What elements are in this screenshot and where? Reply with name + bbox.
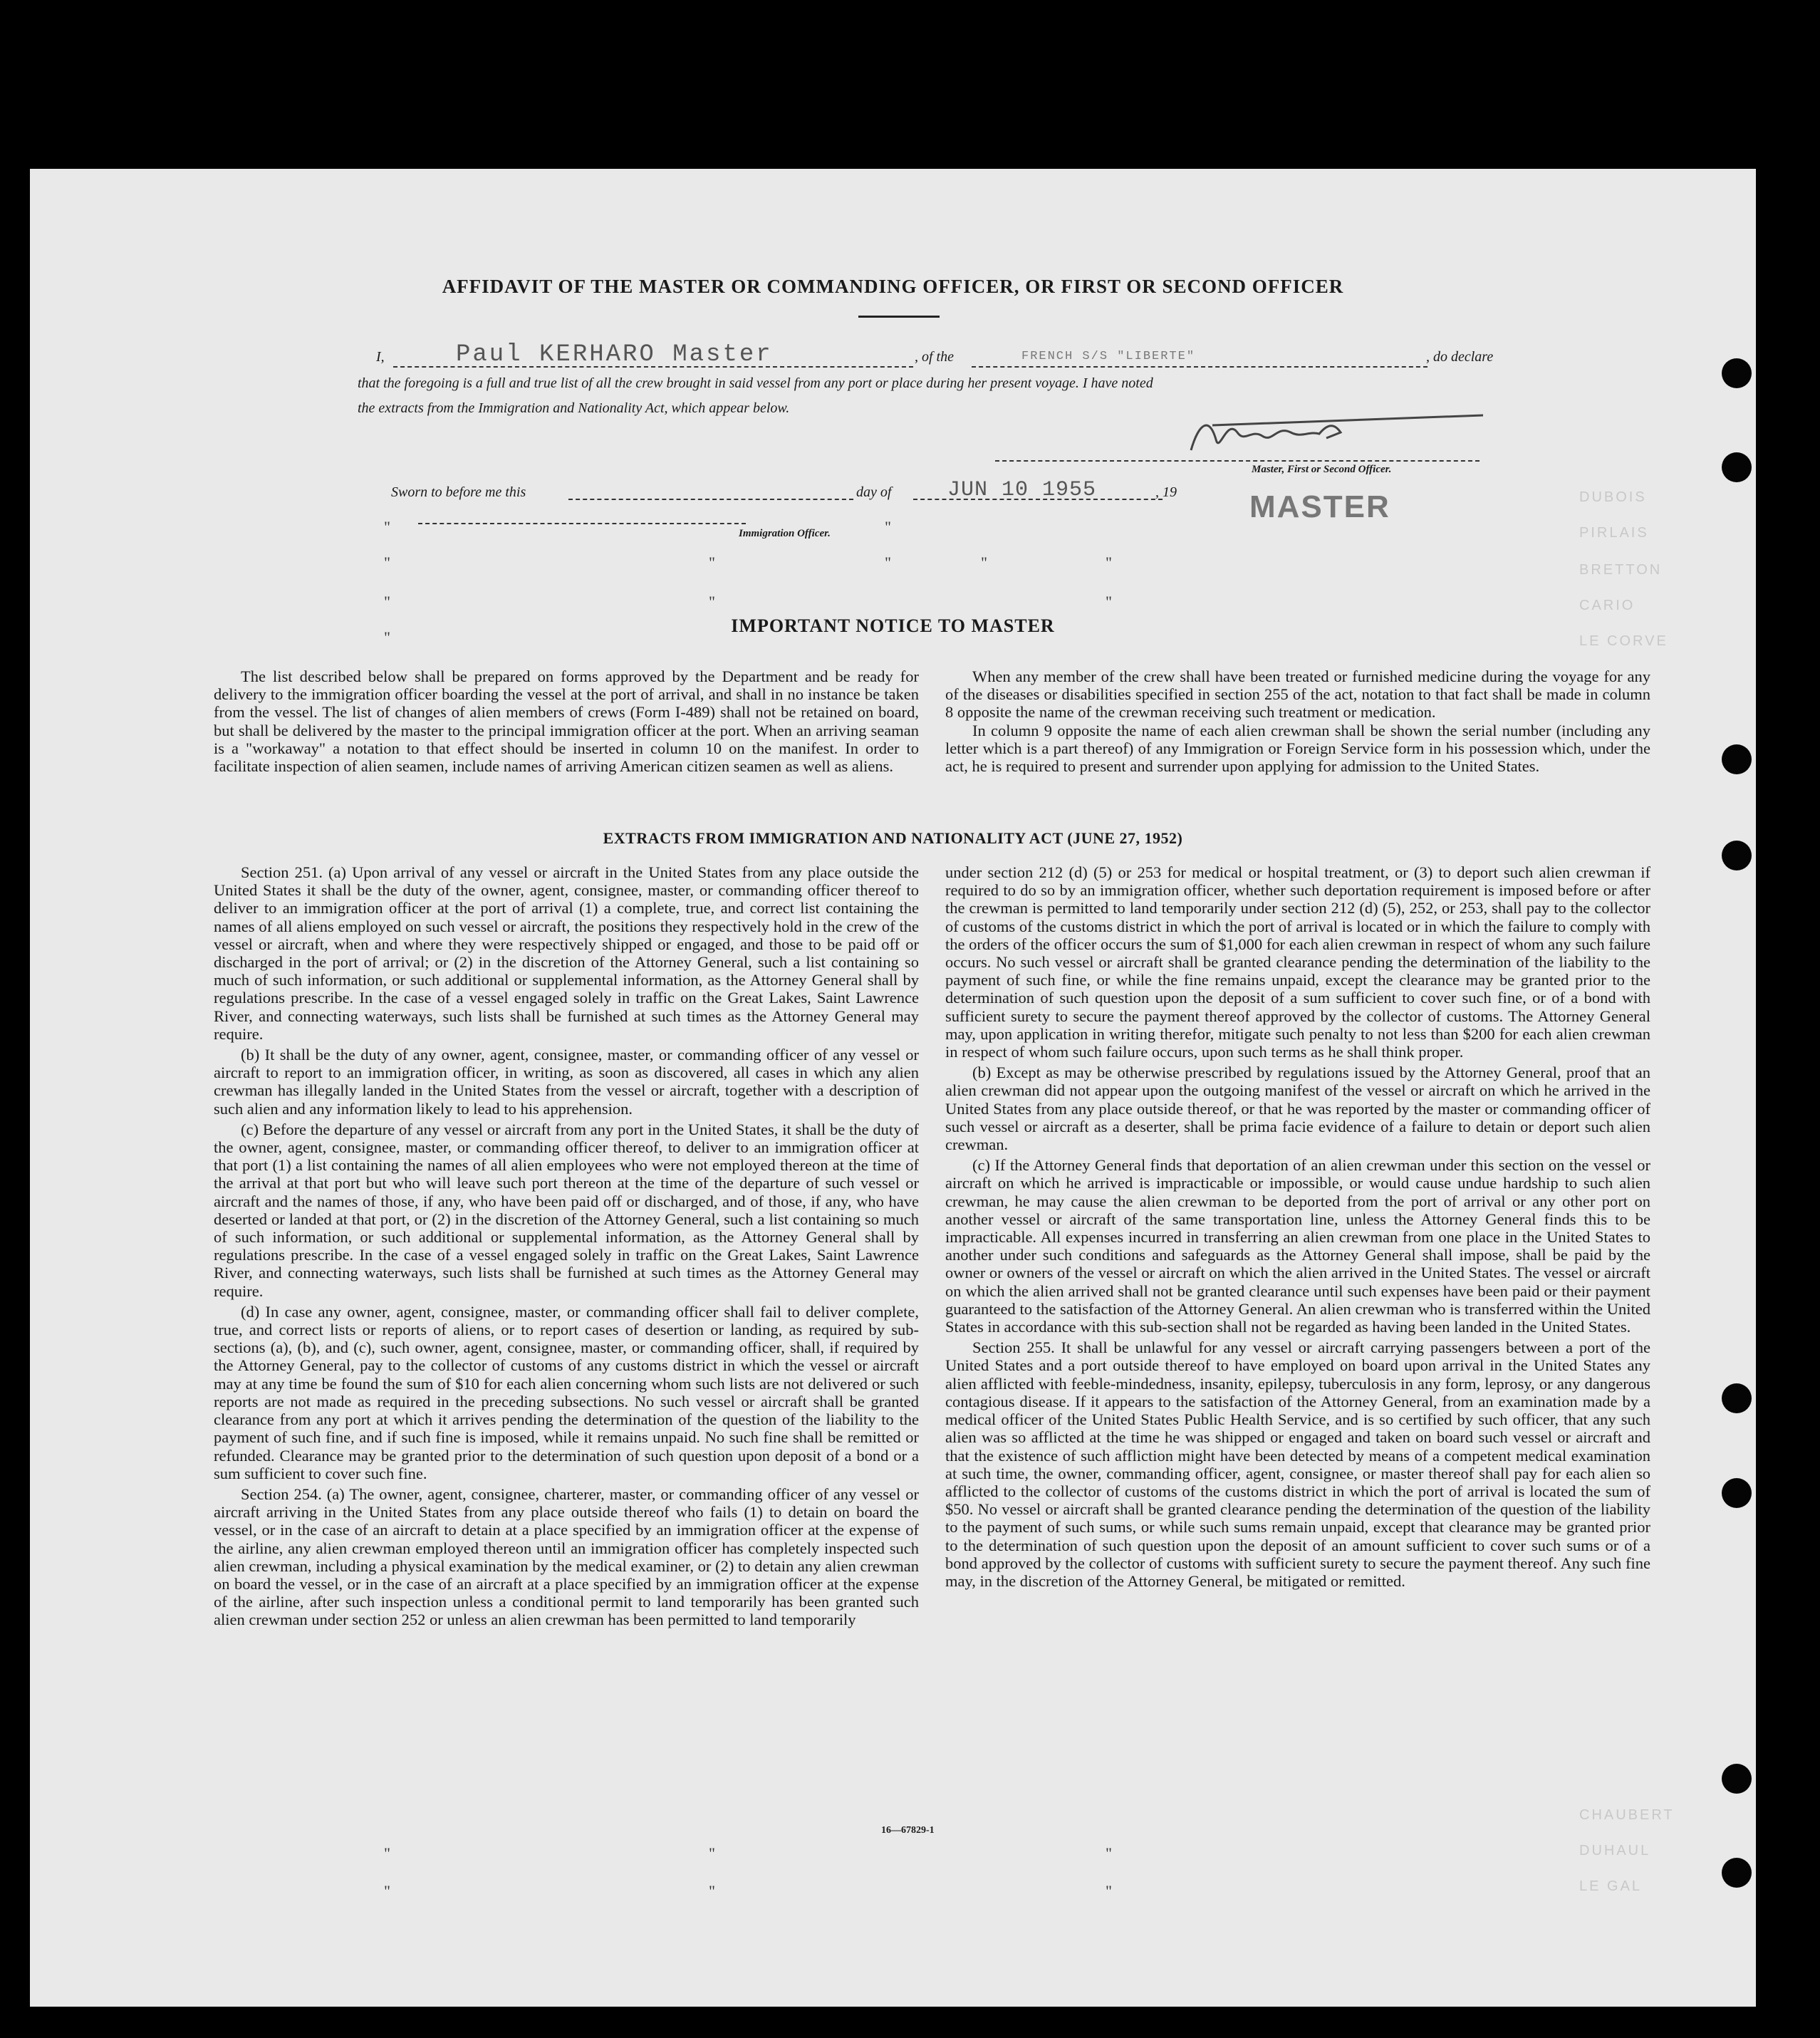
bleed-through-name: CARIO [1579,598,1636,613]
extract-paragraph: Section 255. It shall be unlawful for any vessel or aircraft carrying passengers between a port of the United States and a port outside thereof to have employed on board upon arrival in the United States any alien afflicted with feeble-mindedness, insanity, epilepsy, tuberculosis in any form, leprosy, or any dangerous contagious disease. If it appears to the satisfaction of the Attorney General, from an examination made by a medical officer of the United States Public Health Service, and is so certified by such officer, that any such alien was so afflicted at the time he was shipped or engaged and taken on board such vessel or aircraft and that the existence of such affliction might have been detected by means of a competent medical examination at such time, the owner, commanding officer, agent, consignee, or master thereof shall pay for each alien so afflicted to the collector of customs of the customs district in which the port of arrival is located the sum of $50. No vessel or aircraft shall be granted clearance pending the determination of the question of the liability to the payment of such sums, or while such sums remain unpaid, except that clearance may be granted prior to the determination of such question upon the deposit of an amount sufficient to cover such sums or of a bond approved by the collector of customs with sufficient surety to secure the payment thereof. Any such fine may, in the discretion of the Attorney General, be mitigated or remitted. [945,1338,1650,1590]
form-number: 16—67829-1 [881,1825,935,1836]
sworn-year-suffix: , 19 [1155,484,1177,500]
declaration-i-label: I, [376,349,385,365]
ditto-mark: " [709,1844,715,1862]
bleed-through-name: PIRLAIS [1579,525,1649,541]
ditto-mark: " [384,1882,390,1900]
bleed-through-name: DUBOIS [1579,489,1647,505]
ditto-mark: " [709,553,715,571]
declaration-of-the: , of the [915,349,954,365]
binder-hole [1722,358,1752,388]
ditto-mark: " [384,628,390,646]
binder-hole [1722,1383,1752,1413]
sworn-label: Sworn to before me this [391,484,526,500]
vessel-blank-line [972,366,1428,368]
notice-right-paragraphs [945,667,1650,775]
ditto-mark: " [885,518,891,536]
signature-line [995,460,1480,462]
extract-paragraph: (d) In case any owner, agent, consignee, master, or commanding officer shall fail to deliver complete, true, and correct lists or reports of aliens, or to report cases of desertion or landing, as required by sub-sections (a), (b), and (c), such owner, agent, consignee, master, or commanding officer, shall, if required by the Attorney General, pay to the collector of customs of any customs district in which the vessel or aircraft may at any time be found the sum of $10 for each alien concerning whom such lists are not delivered or such reports are not made as required in the preceding subsections. No such vessel or aircraft shall be granted clearance from any port at which it arrives pending the determination of the question of the liability to the payment of such fine, and if such fine is imposed, while it remains unpaid. No such fine shall be remitted or refunded. Clearance may be granted prior to the determination of such question upon deposit of a bond or a sum sufficient to cover such fine. [214,1302,919,1482]
extract-paragraph: (c) If the Attorney General finds that deportation of an alien crewman under this section on the vessel or aircraft on which he arrived is impracticable or impossible, or would cause undue hardship to such alien crewman, he may cause the alien crewman to be deported from the port of arrival or any other port on another vessel or aircraft of the same transportation line, unless the Attorney General finds this to be impracticable. All expenses incurred in transferring an alien crewman from one place in the United States to another under such conditions and safeguards as the Attorney General shall impose, shall be paid by the owner or owners of the vessel or aircraft on which the alien arrived in the United States. The vessel or aircraft on which the alien arrived shall not be granted clearance until such expenses have been paid or their payment guaranteed to the satisfaction of the Attorney General. An alien crewman who is transferred within the United States in accordance with this sub-section shall not be regarded as having been landed in the United States. [945,1156,1650,1336]
sworn-day-of: day of [856,484,892,500]
ditto-mark: " [384,518,390,536]
bleed-through-name: LE CORVE [1579,633,1668,649]
ditto-mark: " [709,1882,715,1900]
title-rule [858,316,940,318]
binder-hole [1722,841,1752,870]
extract-paragraph: (b) Except as may be otherwise prescribed by regulations issued by the Attorney General, proof that an alien crewman did not appear upon the outgoing manifest of the vessel or aircraft on which he arrived in the United States from any place outside thereof, or that he was reported by the master or commanding officer of such vessel or aircraft as a deserter, shall be prima facie evidence of a failure to detain or deport such alien crewman. [945,1064,1650,1154]
binder-hole [1722,452,1752,482]
ditto-mark: " [885,553,891,571]
notice-left-paragraph [214,667,919,775]
vessel-name-field: FRENCH S/S "LIBERTE" [1021,350,1196,363]
binder-hole [1722,1478,1752,1508]
ditto-mark: " [709,593,715,610]
binder-hole [1722,744,1752,774]
bleed-through-name: CHAUBERT [1579,1807,1675,1823]
declaration-line-3: the extracts from the Immigration and Nationality Act, which appear below. [358,400,790,416]
extract-paragraph: Section 254. (a) The owner, agent, consignee, charterer, master, or commanding officer of any vessel or aircraft arriving in the United States from any place outside thereof who fails (1) to detain on board the vessel, or in the case of an aircraft to detain at a place specified by an immigration officer at the expense of the airline, any alien crewman employed thereon until an immigration officer has completely inspected such alien crewman, including a physical examination by the medical examiner, or (2) to detain any alien crewman on board the vessel, or in the case of an aircraft at a place specified by an immigration officer at the expense of the airline, after such inspection unless a conditional permit to land temporarily has been granted such alien crewman under section 252 or unless an alien crewman has been permitted to land temporarily [214,1485,919,1629]
ditto-mark: " [384,553,390,571]
notice-left-text: The list described below shall be prepared on forms approved by the Department and be ready for delivery to the immigration officer boarding the vessel at the port of arrival, and shall in no instance be taken from the vessel. The list of changes of alien members of crews (Form I-489) shall not be retained on board, but shall be delivered by the master to the principal immigration officer at the port. When an arriving seaman is a "workaway" a notation to that effect should be inserted in column 10 on the manifest. In order to facilitate inspection of alien seamen, include names of arriving American citizen seamen as well as aliens. [214,667,919,776]
extract-paragraph: (b) It shall be the duty of any owner, agent, consignee, master, or commanding officer of any vessel or aircraft to report to an immigration officer, in writing, as soon as discovered, all cases in which any alien crewman has illegally landed in the United States from the vessel or aircraft, together with a description of such alien and any information likely to lead to his apprehension. [214,1046,919,1118]
sworn-date-field: JUN 10 1955 [947,478,1097,502]
bleed-through-name: DUHAUL [1579,1843,1651,1858]
ditto-mark: " [1106,1882,1112,1900]
ditto-mark: " [384,593,390,610]
extract-paragraph: (c) Before the departure of any vessel or aircraft from any port in the United States, it shall be the duty of the owner, agent, consignee, master, or commanding officer thereof, to deliver to an immigration officer at that port (1) a list containing the names of all alien employees who were not employed thereon at the time of the arrival at that port but who will leave such port thereon at the time of the departure of such vessel or aircraft and the names of those, if any, who have been paid off or discharged, and of those, if any, who have deserted or landed at that port, or (2) in the discretion of the Attorney General, such a list containing so much of such information, or such additional or supplemental information, as the Attorney General shall by regulations prescribe. In the case of a vessel engaged solely in traffic on the Great Lakes, Saint Lawrence River, and connecting waterways, such lists shall be furnished at such times as the Attorney General may require. [214,1120,919,1300]
affidavit-page [30,169,1756,2007]
ditto-mark: " [1106,553,1112,571]
notice-right-text-1: When any member of the crew shall have been treated or furnished medicine during the voyage for any of the diseases or disabilities specified in section 255 of the act, notation to that fact shall be made in column 8 opposite the name of the crewman receiving such treatment or medication. [945,667,1650,722]
master-name-field: Paul KERHARO Master [456,341,773,368]
declaration-line-2: that the foregoing is a full and true list of all the crew brought in said vessel from any port or place during her present voyage. I have noted [358,375,1153,391]
ditto-mark: " [981,553,987,571]
extract-paragraph: Section 251. (a) Upon arrival of any vessel or aircraft in the United States from any place outside the United States it shall be the duty of the owner, agent, consignee, master, or commanding officer thereof to deliver to an immigration officer at the port of arrival (1) a complete, true, and correct list containing the names of all aliens employed on such vessel or aircraft, the positions they respectively hold in the crew of the vessel or aircraft, when and where they were respectively shipped or engaged, and those to be paid off or discharged in the port of arrival; or (2) in the discretion of the Attorney General, such a list containing so much of such information, or such additional or supplemental information, as the Attorney General shall by regulations prescribe. In the case of a vessel engaged solely in traffic on the Great Lakes, Saint Lawrence River, and connecting waterways, such lists shall be furnished at such times as the Attorney General may require. [214,863,919,1043]
ditto-mark: " [384,1844,390,1862]
extracts-heading: EXTRACTS FROM IMMIGRATION AND NATIONALITY ACT (JUNE 27, 1952) [603,829,1183,847]
extracts-right-column [945,863,1650,1593]
binder-hole [1722,1764,1752,1794]
binder-hole [1722,1858,1752,1888]
ditto-mark: " [1106,593,1112,610]
extract-paragraph: under section 212 (d) (5) or 253 for medical or hospital treatment, or (3) to deport such alien crewman if required to do so by an immigration officer, whether such deportation requirement is imposed before or after the crewman is permitted to land temporarily under section 212 (d) (5), 252, or 253, shall pay to the collector of customs of the customs district in which the port of arrival is located or in which the failure to comply with the orders of the officer occurs the sum of $1,000 for each alien crewman in respect of whom any such failure occurs. No such vessel or aircraft shall be granted clearance pending the determination of the liability to the payment of such fine, or while the fine remains unpaid, except the clearance may be granted prior to the determination of such question upon the deposit of a sum sufficient to cover such fine, or of a bond with sufficient surety to secure the payment thereof approved by the collector of customs. The Attorney General may, upon application in writing therefor, mitigate such penalty to not less than $200 for each alien crewman in respect of whom such failure occurs, upon such terms as he shall think proper. [945,863,1650,1061]
sworn-blank-line [568,499,853,500]
affidavit-title: AFFIDAVIT OF THE MASTER OR COMMANDING OFFICER, OR FIRST OR SECOND OFFICER [442,276,1344,297]
officer-signature-line [418,523,746,524]
extracts-left-column [214,863,919,1632]
immigration-officer-caption: Immigration Officer. [739,528,831,539]
ditto-mark: " [1106,1844,1112,1862]
signature-caption: Master, First or Second Officer. [1252,464,1392,475]
declaration-do-declare: , do declare [1426,349,1494,365]
master-stamp: MASTER [1249,489,1390,524]
master-signature [1184,411,1483,461]
notice-right-text-2: In column 9 opposite the name of each alien crewman shall be shown the serial number (including any letter which is a part thereof) of any Immigration or Foreign Service form in his possession which, under the act, he is required to present and surrender upon applying for admission to the United States. [945,721,1650,776]
bleed-through-name: LE GAL [1579,1878,1643,1894]
bleed-through-name: BRETTON [1579,562,1663,578]
important-notice-heading: IMPORTANT NOTICE TO MASTER [731,615,1055,636]
